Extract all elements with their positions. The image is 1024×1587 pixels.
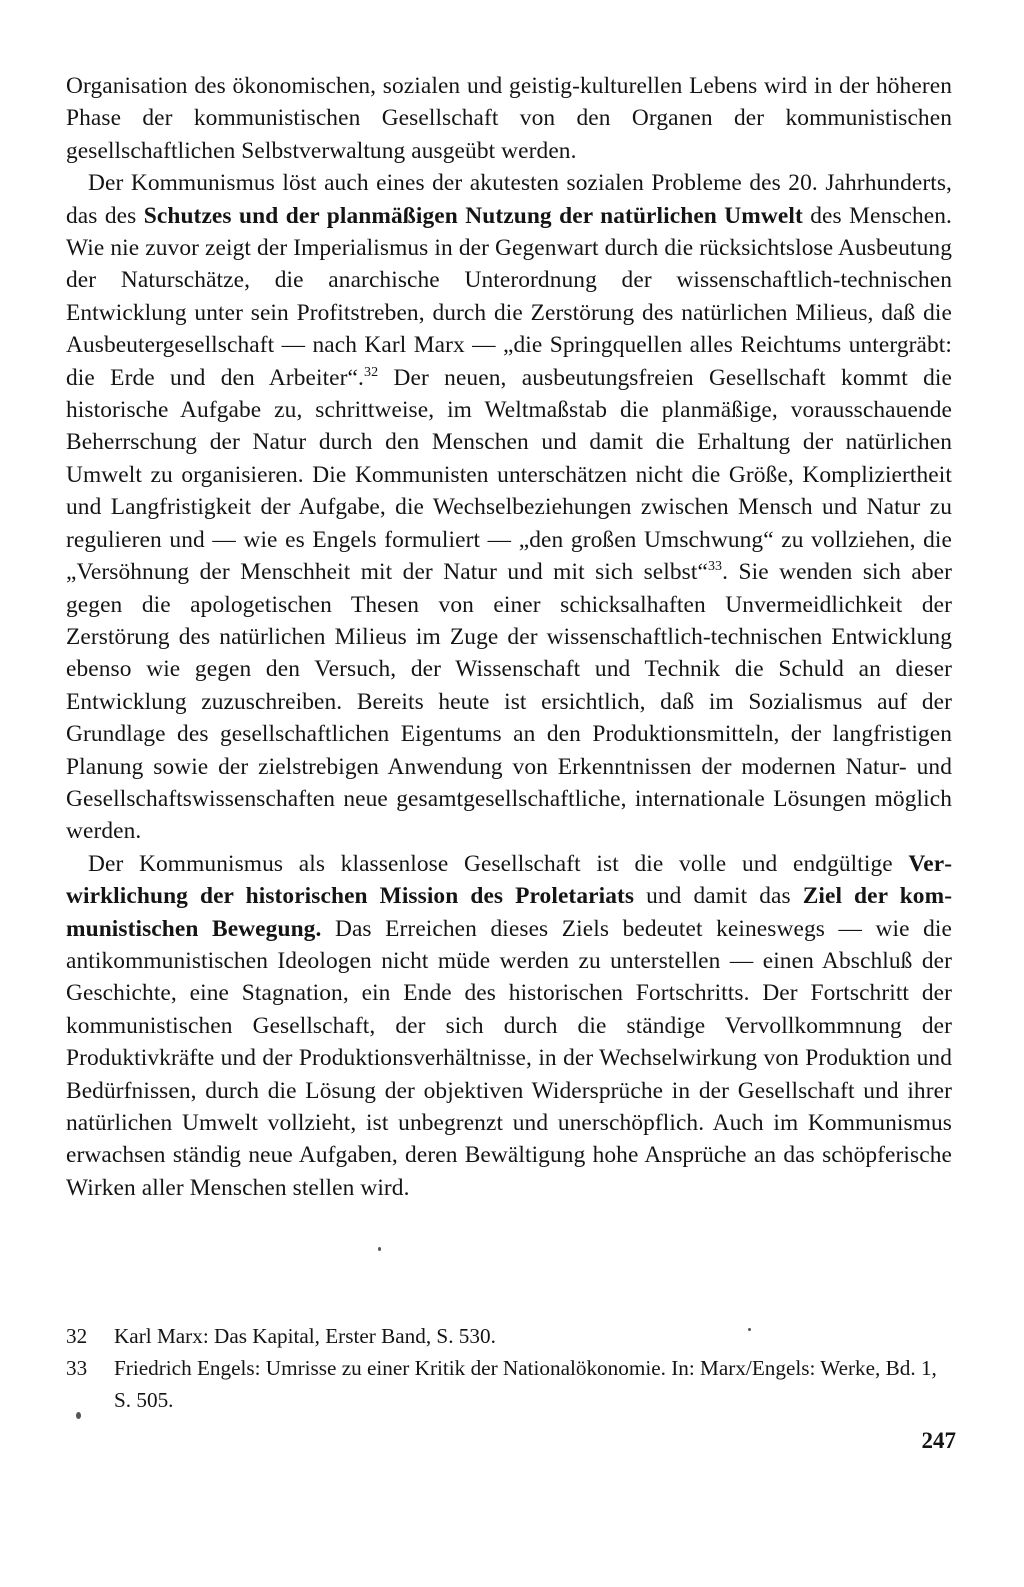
scan-speck xyxy=(378,1247,381,1251)
paragraph-text: Organisation des ökonomischen, sozialen und geistig-kulturellen Lebens wird in der höheren Phase der kommunistischen Gesellschaft von den Organen der kommunistischen gesellschaftlichen Selbstverwaltung ausgeübt werden. xyxy=(66,73,952,164)
emphasis-text: Schutzes und der planmäßigen Nutzung der natürlichen Umwelt xyxy=(143,202,803,229)
paragraph-text: des Menschen. Wie nie zuvor zeigt der Imperialismus in der Gegenwart durch die rücksichtslose Ausbeutung der Naturschätze, die anarchische Unterordnung der wissenschaftlich-technischen Entwicklung unter sein Profitstreben, durch die Zerstörung des natürlichen Milieus, daß die Ausbeutergesellschaft — nach Karl Marx — „die Springquellen alles Reichtums untergräbt: die Erde und den Arbeiter“. xyxy=(66,202,953,391)
scan-speck xyxy=(76,1412,81,1419)
paragraph-1 xyxy=(66,70,952,167)
footnote-ref-32: 32 xyxy=(363,364,379,380)
footnote-text: Friedrich Engels: Umrisse zu einer Kritik der Nationalökonomie. In: Marx/Engels: Werke, Bd. 1, S. 505. xyxy=(114,1356,937,1412)
emphasis-text: Ziel der kommunistischen Bewegung. xyxy=(66,883,952,942)
page-number: 247 xyxy=(921,1428,956,1453)
paragraph-text: . Sie wenden sich aber gegen die apologetischen Thesen von einer schicksalhaften Unvermeidlichkeit der Zerstörung des natürlichen Milieus im Zuge der wissenschaftlich-technischen Entwicklung ebenso wie gegen den Versuch, der Wissenschaft und Technik die Schuld an dieser Entwicklung zuzuschreiben. Bereits heute ist ersichtlich, daß im Sozialismus auf der Grundlage des gesellschaftlichen Eigentums an den Produktionsmitteln, der langfristigen Planung sowie der zielstrebigen Anwendung von Erkenntnissen der modernen Natur- und Gesellschaftswissenschaften neue gesamtgesellschaftliche, internationale Lösungen möglich werden. xyxy=(66,559,952,845)
scan-speck xyxy=(748,1328,751,1331)
paragraph-text: Der neuen, ausbeutungsfreien Gesellschaft kommt die historische Aufgabe zu, schrittweise, im Weltmaßstab die planmäßige, vorausschauende Beherrschung der Natur durch den Menschen und damit die Erhaltung der natürlichen Umwelt zu organisieren. Die Kommunisten unterschätzen nicht die Größe, Kompliziertheit und Langfristigkeit der Aufgabe, die Wechselbeziehungen zwischen Mensch und Natur zu regulieren und — wie es Engels formuliert — „den großen Umschwung“ zu vollziehen, die „Versöhnung der Menschheit mit der Natur und mit sich selbst“ xyxy=(66,364,953,586)
paragraph-text: Der Kommunismus als klassenlose Gesellschaft ist die volle und endgültige xyxy=(88,850,909,877)
paragraph-text: Der Kommunismus löst auch eines der akutesten sozialen Probleme des 20. Jahrhunderts, das des xyxy=(66,170,952,229)
footnotes xyxy=(66,1320,952,1416)
paragraph-text: und damit das xyxy=(634,883,803,910)
footnote-ref-33: 33 xyxy=(707,559,723,575)
footnote-text: Karl Marx: Das Kapital, Erster Band, S. 530. xyxy=(114,1324,496,1348)
footnote-33 xyxy=(66,1352,952,1416)
paragraph-text: Das Erreichen dieses Ziels bedeutet keineswegs — wie die antikommunistischen Ideologen nicht müde werden zu unterstellen — einen Abschluß der Geschichte, eine Stagnation, ein Ende des historischen Fortschritts. Der Fortschritt der kommunistischen Gesellschaft, der sich durch die ständige Vervollkommnung der Produktivkräfte und der Produktionsverhältnisse, in der Wechselwirkung von Produktion und Bedürfnissen, durch die Lösung der objektiven Widersprüche in der Gesellschaft und ihrer natürlichen Umwelt vollzieht, ist unbegrenzt und unerschöpflich. Auch im Kommunismus erwachsen ständig neue Aufgaben, deren Bewältigung hohe Ansprüche an das schöpferische Wirken aller Menschen stellen wird. xyxy=(66,915,952,1201)
body-text xyxy=(66,70,952,1204)
emphasis-text: Verwirklichung der historischen Mission des Proletariats xyxy=(66,850,952,910)
footnote-number: 33 xyxy=(66,1356,88,1380)
paragraph-2 xyxy=(66,167,952,848)
footnote-number: 32 xyxy=(66,1324,88,1348)
paragraph-3 xyxy=(66,848,952,1204)
footnote-32 xyxy=(66,1320,952,1352)
